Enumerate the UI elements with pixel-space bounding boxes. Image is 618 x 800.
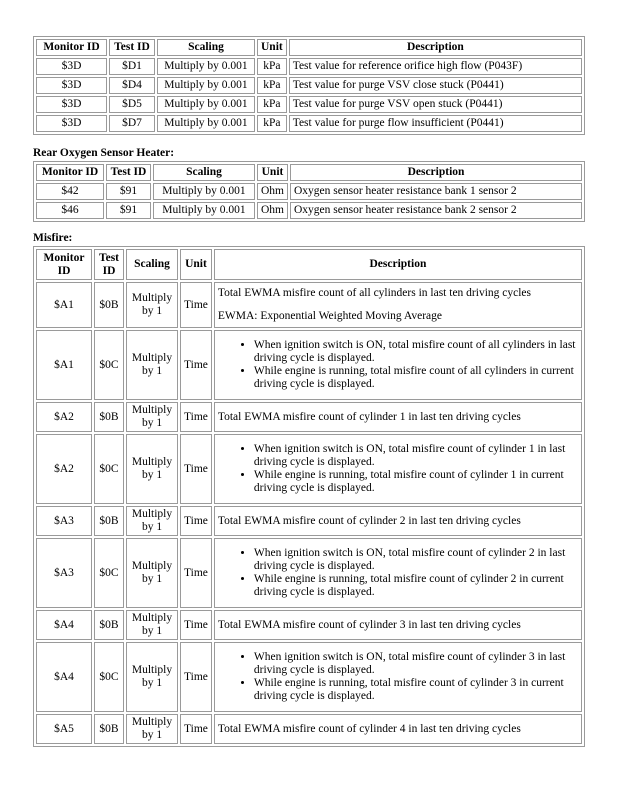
unit-cell: kPa <box>257 77 287 94</box>
description-cell: Test value for reference orifice high flow (P043F) <box>289 58 582 75</box>
test-id-cell: $0B <box>94 506 124 536</box>
bullet-item: • While engine is running, total misfire count of all cylinders in current driving cycle is displayed. <box>254 365 578 391</box>
header-description: Description <box>289 39 582 56</box>
bullet-item: • When ignition switch is ON, total misfire count of cylinder 3 in last driving cycle is displayed. <box>254 651 578 677</box>
description-cell: Total EWMA misfire count of cylinder 1 in last ten driving cycles <box>214 402 582 432</box>
description-cell: Oxygen sensor heater resistance bank 2 sensor 2 <box>290 202 582 219</box>
table-row <box>36 402 582 432</box>
unit-cell: Ohm <box>257 183 288 200</box>
bullet-item: • While engine is running, total misfire count of cylinder 3 in current driving cycle is displayed. <box>254 677 578 703</box>
scaling-cell: Multiply by 0.001 <box>157 96 255 113</box>
scaling-cell: Multiply by 0.001 <box>157 58 255 75</box>
description-cell: Total EWMA misfire count of cylinder 3 in last ten driving cycles <box>214 610 582 640</box>
scaling-cell: Multiply by 0.001 <box>157 77 255 94</box>
test-id-cell: $D4 <box>109 77 155 94</box>
table-row <box>36 96 582 113</box>
description-bullets <box>218 443 578 495</box>
scaling-cell: Multiply by 0.001 <box>153 183 255 200</box>
description-cell: Oxygen sensor heater resistance bank 1 sensor 2 <box>290 183 582 200</box>
header-monitor-id: Monitor ID <box>36 249 92 280</box>
header-scaling: Scaling <box>126 249 178 280</box>
scaling-cell: Multiply by 1 <box>126 538 178 608</box>
scaling-cell: Multiply by 1 <box>126 610 178 640</box>
misfire-title: Misfire: <box>33 232 73 244</box>
monitor-id-cell: $A4 <box>36 610 92 640</box>
test-id-cell: $0B <box>94 282 124 328</box>
unit-cell: Time <box>180 538 212 608</box>
rear-heater-title: Rear Oxygen Sensor Heater: <box>33 147 175 159</box>
test-id-cell: $0B <box>94 402 124 432</box>
monitor-id-cell: $A2 <box>36 402 92 432</box>
description-cell <box>214 538 582 608</box>
test-id-cell: $0C <box>94 330 124 400</box>
description-cell: Test value for purge VSV close stuck (P0441) <box>289 77 582 94</box>
monitor-id-cell: $A3 <box>36 538 92 608</box>
scaling-cell: Multiply by 1 <box>126 506 178 536</box>
monitor-id-cell: $3D <box>36 96 107 113</box>
scaling-cell: Multiply by 1 <box>126 434 178 504</box>
description-bullets <box>218 651 578 703</box>
description-cell <box>214 434 582 504</box>
monitor-id-cell: $A3 <box>36 506 92 536</box>
description-cell: Test value for purge flow insufficient (P0441) <box>289 115 582 132</box>
unit-cell: Time <box>180 402 212 432</box>
scaling-cell: Multiply by 1 <box>126 642 178 712</box>
bullet-item: • While engine is running, total misfire count of cylinder 2 in current driving cycle is displayed. <box>254 573 578 599</box>
bullet-item: • When ignition switch is ON, total misfire count of cylinder 2 in last driving cycle is displayed. <box>254 547 578 573</box>
header-test-id: Test ID <box>94 249 124 280</box>
description-cell: Total EWMA misfire count of cylinder 4 in last ten driving cycles <box>214 714 582 744</box>
header-unit: Unit <box>180 249 212 280</box>
header-unit: Unit <box>257 39 287 56</box>
bullet-item: • When ignition switch is ON, total misfire count of cylinder 1 in last driving cycle is displayed. <box>254 443 578 469</box>
table-header-row <box>36 39 582 56</box>
unit-cell: Ohm <box>257 202 288 219</box>
test-id-cell: $91 <box>106 202 151 219</box>
monitor-id-cell: $42 <box>36 183 104 200</box>
purge-test-table <box>33 36 585 135</box>
test-id-cell: $D5 <box>109 96 155 113</box>
header-scaling: Scaling <box>157 39 255 56</box>
test-id-cell: $D1 <box>109 58 155 75</box>
description-cell: Total EWMA misfire count of cylinder 2 in last ten driving cycles <box>214 506 582 536</box>
header-unit: Unit <box>257 164 288 181</box>
monitor-id-cell: $3D <box>36 77 107 94</box>
description-cell <box>214 642 582 712</box>
unit-cell: kPa <box>257 115 287 132</box>
description-bullets <box>218 339 578 391</box>
unit-cell: Time <box>180 330 212 400</box>
misfire-table <box>33 246 585 747</box>
table-row <box>36 202 582 219</box>
monitor-id-cell: $46 <box>36 202 104 219</box>
table-row <box>36 183 582 200</box>
bullet-item: • While engine is running, total misfire count of cylinder 1 in current driving cycle is displayed. <box>254 469 578 495</box>
monitor-id-cell: $A1 <box>36 282 92 328</box>
table-header-row <box>36 249 582 280</box>
table-row <box>36 610 582 640</box>
ewma-note: EWMA: Exponential Weighted Moving Average <box>217 310 443 322</box>
monitor-id-cell: $A2 <box>36 434 92 504</box>
unit-cell: Time <box>180 610 212 640</box>
scaling-cell: Multiply by 0.001 <box>157 115 255 132</box>
monitor-id-cell: $A1 <box>36 330 92 400</box>
table-row <box>36 434 582 504</box>
unit-cell: kPa <box>257 58 287 75</box>
table-row <box>36 330 582 400</box>
unit-cell: Time <box>180 714 212 744</box>
description-text: Total EWMA misfire count of all cylinders in last ten driving cycles <box>217 287 532 299</box>
header-test-id: Test ID <box>109 39 155 56</box>
table-header-row <box>36 164 582 181</box>
description-bullets <box>218 547 578 599</box>
table-row <box>36 538 582 608</box>
header-test-id: Test ID <box>106 164 151 181</box>
monitor-id-cell: $3D <box>36 115 107 132</box>
table-row <box>36 714 582 744</box>
test-id-cell: $0C <box>94 642 124 712</box>
header-monitor-id: Monitor ID <box>36 164 104 181</box>
header-description: Description <box>214 249 582 280</box>
monitor-id-cell: $A4 <box>36 642 92 712</box>
table-row <box>36 115 582 132</box>
header-monitor-id: Monitor ID <box>36 39 107 56</box>
description-cell <box>214 330 582 400</box>
monitor-id-cell: $3D <box>36 58 107 75</box>
scaling-cell: Multiply by 0.001 <box>153 202 255 219</box>
description-cell <box>214 282 582 328</box>
unit-cell: kPa <box>257 96 287 113</box>
unit-cell: Time <box>180 282 212 328</box>
scaling-cell: Multiply by 1 <box>126 402 178 432</box>
unit-cell: Time <box>180 506 212 536</box>
rear-heater-table <box>33 161 585 222</box>
scaling-cell: Multiply by 1 <box>126 282 178 328</box>
bullet-item: • When ignition switch is ON, total misfire count of all cylinders in last driving cycle is displayed. <box>254 339 578 365</box>
table-row <box>36 642 582 712</box>
table-row <box>36 58 582 75</box>
header-description: Description <box>290 164 582 181</box>
test-id-cell: $D7 <box>109 115 155 132</box>
test-id-cell: $0C <box>94 538 124 608</box>
table-row <box>36 77 582 94</box>
unit-cell: Time <box>180 642 212 712</box>
table-row <box>36 282 582 328</box>
test-id-cell: $91 <box>106 183 151 200</box>
unit-cell: Time <box>180 434 212 504</box>
table-row <box>36 506 582 536</box>
scaling-cell: Multiply by 1 <box>126 330 178 400</box>
test-id-cell: $0B <box>94 610 124 640</box>
test-id-cell: $0B <box>94 714 124 744</box>
scaling-cell: Multiply by 1 <box>126 714 178 744</box>
description-cell: Test value for purge VSV open stuck (P0441) <box>289 96 582 113</box>
monitor-id-cell: $A5 <box>36 714 92 744</box>
test-id-cell: $0C <box>94 434 124 504</box>
header-scaling: Scaling <box>153 164 255 181</box>
